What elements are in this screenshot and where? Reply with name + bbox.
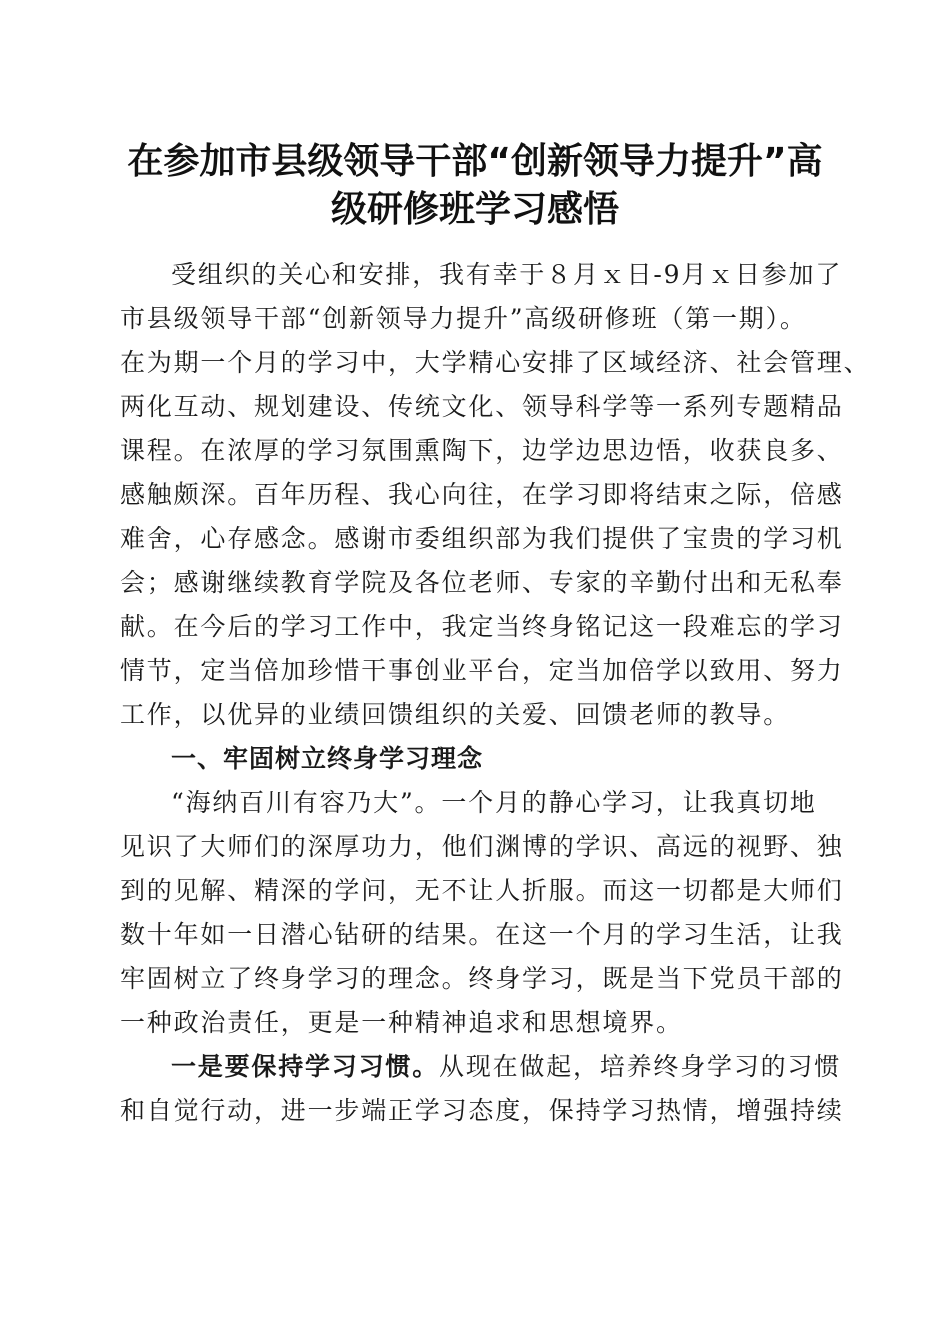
section-heading: 一、牢固树立终身学习理念 [171,744,484,773]
intro-line: 难舍，心存感念。感谢市委组织部为我们提供了宝贵的学习机 [120,524,844,553]
section-line: “海纳百川有容乃大”。一个月的静心学习，让我真切地 [171,788,817,817]
point-lead: 一是要保持学习习惯。 [171,1052,440,1081]
intro-line: 情节，定当倍加珍惜干事创业平台，定当加倍学以致用、努力 [120,656,844,685]
intro-line: 在为期一个月的学习中，大学精心安排了区域经济、社会管理、 [120,348,871,377]
document-title-line-1: 在参加市县级领导干部“创新领导力提升”高 [127,141,823,182]
intro-line: 献。在今后的学习工作中，我定当终身铭记这一段难忘的学习 [120,612,844,641]
section-line: 牢固树立了终身学习的理念。终身学习，既是当下党员干部的 [120,964,844,993]
section-line: 见识了大师们的深厚功力，他们渊博的学识、高远的视野、独 [120,832,844,861]
section-line: 数十年如一日潜心钻研的结果。在这一个月的学习生活，让我 [120,920,844,949]
section-line: 到的见解、精深的学问，无不让人折服。而这一切都是大师们 [120,876,844,905]
intro-line: 市县级领导干部“创新领导力提升”高级研修班（第一期）。 [120,304,807,333]
point-line: 和自觉行动，进一步端正学习态度，保持学习热情，增强持续 [120,1096,844,1125]
intro-line: 工作，以优异的业绩回馈组织的关爱、回馈老师的教导。 [120,700,791,729]
point-line [171,1047,840,1087]
document-title-line-2: 级研修班学习感悟 [330,189,619,230]
intro-line: 会；感谢继续教育学院及各位老师、专家的辛勤付出和无私奉 [120,568,844,597]
intro-line: 受组织的关心和安排，我有幸于８月ｘ日-9月ｘ日参加了 [171,260,843,289]
intro-line: 课程。在浓厚的学习氛围熏陶下，边学边思边悟，收获良多、 [120,436,844,465]
section-line: 一种政治责任，更是一种精神追求和思想境界。 [120,1008,683,1037]
intro-line: 感触颇深。百年历程、我心向往，在学习即将结束之际，倍感 [120,480,844,509]
intro-line: 两化互动、规划建设、传统文化、领导科学等一系列专题精品 [120,392,844,421]
point-text: 从现在做起，培养终身学习的习惯 [439,1052,842,1081]
